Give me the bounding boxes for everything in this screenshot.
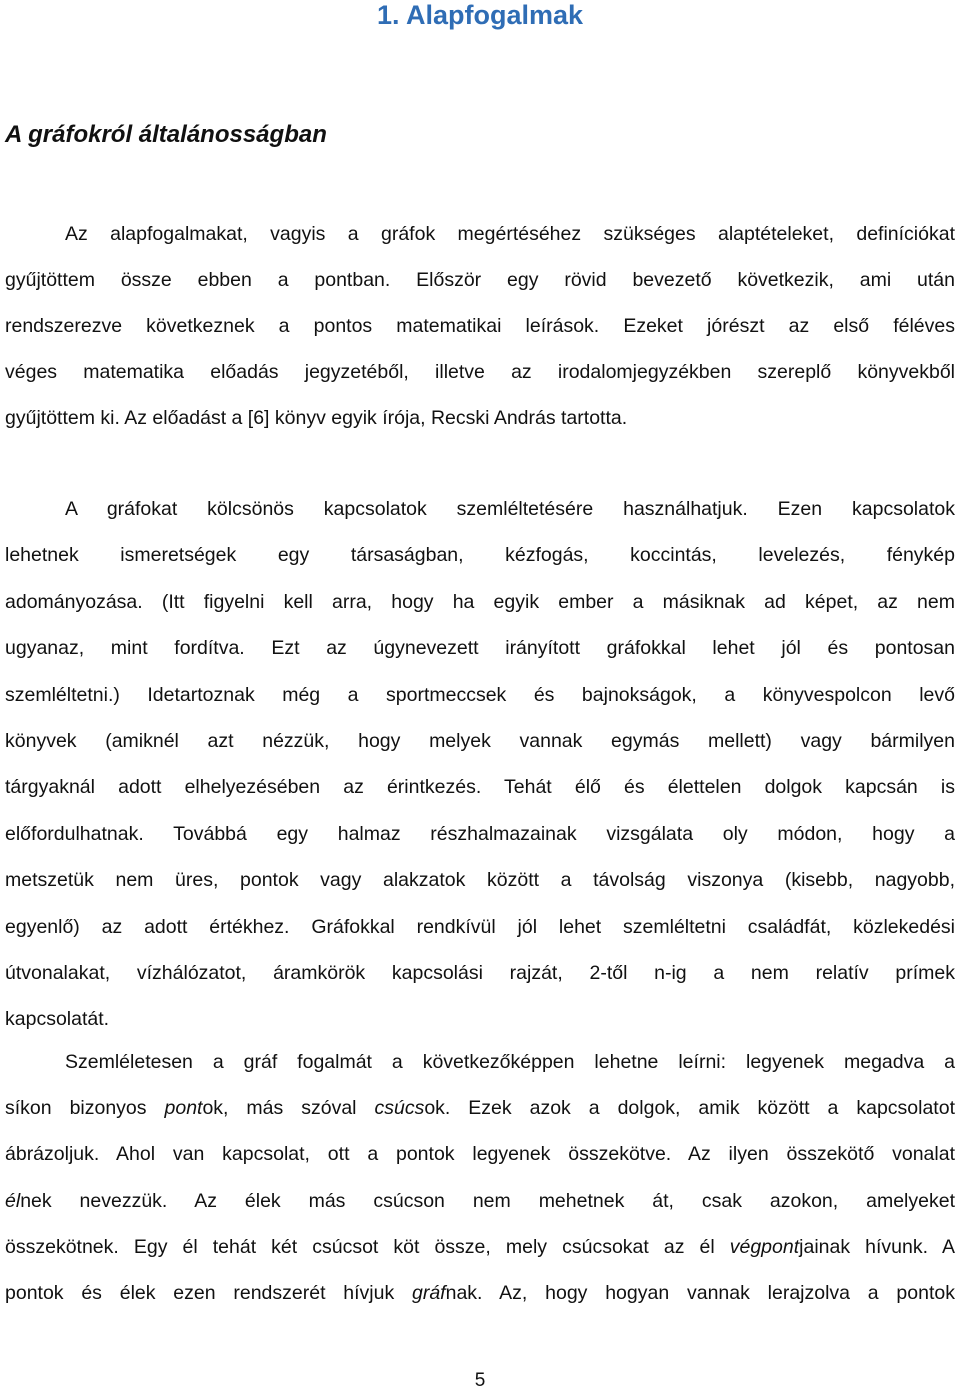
chapter-title: 1. Alapfogalmak [376, 0, 584, 30]
text-run: ok. Ezek azok a dolgok, amik között a kapcsolatot [424, 1097, 955, 1120]
text-run: síkon bizonyos [5, 1097, 165, 1120]
emphasis-term: végpont [729, 1235, 800, 1258]
text-run: nak. Az, hogy hogyan vannak lerajzolva a pontok [445, 1282, 955, 1305]
paragraph-line [5, 1224, 955, 1270]
emphasis-term: gráf [412, 1282, 446, 1305]
paragraph-line: rendszerezve következnek a pontos matematikai leírások. Ezeket jórészt az első féléves [5, 315, 955, 337]
paragraph-line: ábrázoljuk. Ahol van kapcsolat, ott a pontok legyenek összekötve. Az ilyen összekötő vonalat [5, 1143, 955, 1166]
page-number: 5 [474, 1370, 486, 1391]
paragraph-definition [5, 1039, 955, 1316]
text-run: pontok és élek ezen rendszerét hívjuk [5, 1282, 412, 1305]
paragraph-line: gyűjtöttem össze ebben a pontban. Először egy rövid bevezető következik, ami után [5, 269, 955, 291]
paragraph-line: ugyanaz, mint fordítva. Ezt az úgynevezett irányított gráfokkal lehet jól és pontosan [5, 637, 955, 660]
text-run: jainak hívunk. A [799, 1235, 955, 1258]
paragraph-line: metszetük nem üres, pontok vagy alakzatok között a távolság viszonya (kisebb, nagyobb, [5, 869, 955, 892]
paragraph-intro [5, 211, 955, 441]
paragraph-line: előfordulhatnak. Továbbá egy halmaz részhalmazainak vizsgálata oly módon, hogy a [5, 822, 955, 845]
paragraph-line: Szemléletesen a gráf fogalmát a következőképpen lehetne leírni: legyenek megadva a [65, 1051, 955, 1073]
paragraph-line [5, 1270, 955, 1316]
paragraph-line: gyűjtöttem ki. Az előadást a [6] könyv egyik írója, Recski András tartotta. [5, 407, 628, 429]
paragraph-line: adományozása. (Itt figyelni kell arra, hogy ha egyik ember a másiknak ad képet, az nem [5, 590, 955, 613]
emphasis-term: csúcs [374, 1097, 425, 1120]
emphasis-term: él [5, 1189, 21, 1212]
paragraph-line: lehetnek ismeretségek egy társaságban, kézfogás, koccintás, levelezés, fénykép [5, 544, 955, 567]
paragraph-line: útvonalakat, vízhálózatot, áramkörök kapcsolási rajzát, 2-től n-ig a nem relatív prímek [5, 962, 955, 985]
text-run: nek nevezzük. Az élek más csúcson nem mehetnek át, csak azokon, amelyeket [20, 1189, 955, 1212]
paragraph-line [5, 1085, 955, 1131]
paragraph-line: A gráfokat kölcsönös kapcsolatok szemléltetésére használhatjuk. Ezen kapcsolatok [65, 498, 955, 520]
section-title: A gráfokról általánosságban [5, 121, 327, 148]
paragraph-line [5, 1178, 955, 1224]
paragraph-line: Az alapfogalmakat, vagyis a gráfok megértéséhez szükséges alaptételeket, definíciókat [65, 223, 955, 245]
emphasis-term: pont [164, 1097, 203, 1120]
paragraph-line: véges matematika előadás jegyzetéből, illetve az irodalomjegyzékben szereplő könyvekből [5, 361, 955, 383]
paragraph-usage [5, 486, 955, 1043]
paragraph-line: könyvek (amiknél azt nézzük, hogy melyek vannak egymás mellett) vagy bármilyen [5, 730, 955, 753]
paragraph-line: tárgyaknál adott elhelyezésében az érintkezés. Tehát élő és élettelen dolgok kapcsán is [5, 776, 955, 799]
text-run: összekötnek. Egy él tehát két csúcsot köt össze, mely csúcsokat az él [5, 1235, 730, 1258]
paragraph-line: egyenlő) az adott értékhez. Gráfokkal rendkívül jól lehet szemléltetni családfát, közlekedési [5, 915, 955, 938]
paragraph-line: szemléltetni.) Idetartoznak még a sportmeccsek és bajnokságok, a könyvespolcon levő [5, 683, 955, 706]
text-run: ok, más szóval [202, 1097, 375, 1120]
paragraph-line: kapcsolatát. [5, 1008, 110, 1031]
